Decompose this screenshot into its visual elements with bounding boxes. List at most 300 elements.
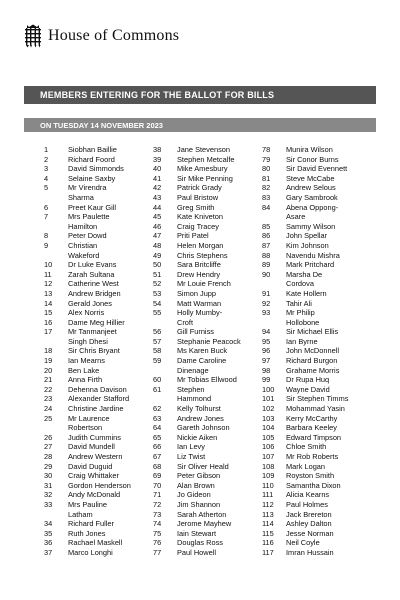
member-name: Wakeford	[68, 250, 100, 260]
ballot-number: 33	[44, 499, 53, 509]
member-name: Edward Timpson	[286, 432, 342, 442]
member-name: Mrs Paulette	[68, 212, 110, 222]
member-name: Zarah Sultana	[68, 269, 115, 279]
ballot-list-item	[262, 174, 382, 184]
ballot-list-item	[153, 433, 260, 443]
ballot-list-item	[44, 452, 152, 462]
ballot-list-item	[153, 203, 260, 213]
ballot-list-item	[262, 442, 382, 452]
ballot-number: 64	[153, 423, 162, 433]
ballot-list-item	[153, 375, 260, 385]
member-name: Douglas Ross	[177, 538, 224, 548]
ballot-number: 3	[44, 164, 49, 174]
ballot-list-item	[262, 241, 382, 251]
ballot-list-item	[153, 471, 260, 481]
house-of-commons-wordmark: House of Commons	[48, 27, 180, 44]
ballot-number: 47	[153, 231, 162, 241]
ballot-number: 65	[153, 432, 162, 442]
ballot-number: 14	[44, 298, 53, 308]
ballot-list-item	[262, 433, 382, 443]
ballot-number: 29	[44, 461, 53, 471]
ballot-list-item	[262, 356, 382, 366]
member-name: Gary Sambrook	[286, 192, 338, 202]
member-name: Paul Howell	[177, 547, 217, 557]
ballot-number: 107	[262, 452, 275, 461]
ballot-list-item	[262, 337, 382, 347]
ballot-list-item	[44, 356, 152, 366]
ballot-number: 75	[153, 528, 162, 538]
member-name: Neil Coyle	[286, 538, 320, 548]
ballot-number: 7	[44, 212, 49, 222]
member-name: John Spellar	[286, 231, 328, 241]
ballot-number: 110	[262, 480, 274, 490]
ballot-number: 9	[44, 240, 49, 250]
member-name: Sir Oliver Heald	[177, 461, 229, 471]
member-name: Dame Caroline	[177, 356, 227, 366]
member-name: Mr Rob Roberts	[286, 452, 339, 461]
ballot-list-item	[262, 519, 382, 529]
member-name: Dr Rupa Huq	[286, 375, 330, 385]
ballot-list-item	[44, 203, 152, 213]
member-name: Mike Amesbury	[177, 164, 228, 174]
member-name: Sir Stephen Timms	[286, 394, 349, 404]
member-name: Marsha De	[286, 269, 323, 279]
ballot-list-item	[153, 510, 260, 520]
member-name: Hamilton	[68, 221, 98, 231]
ballot-list-item	[262, 394, 382, 404]
member-name: Greg Smith	[177, 202, 215, 212]
ballot-list-item	[44, 289, 152, 299]
member-name: Richard Burgon	[286, 356, 338, 366]
ballot-number: 108	[262, 461, 275, 471]
ballot-list-item	[44, 145, 152, 155]
ballot-number: 6	[44, 202, 49, 212]
date-bar	[24, 118, 376, 132]
member-name: Sir Chris Bryant	[68, 346, 120, 356]
ballot-number: 26	[44, 432, 53, 442]
member-name: Imran Hussain	[286, 547, 334, 557]
ballot-list-item	[153, 490, 260, 500]
ballot-list-item	[44, 490, 152, 500]
member-name: Holly Mumby-	[177, 308, 223, 318]
member-name: David Duguid	[68, 461, 113, 471]
member-name: Matt Warman	[177, 298, 222, 308]
ballot-list-item	[153, 481, 260, 491]
member-name: Stephanie Peacock	[177, 336, 241, 346]
ballot-number: 85	[262, 221, 271, 231]
ballot-list-item	[44, 519, 152, 529]
ballot-number	[262, 279, 286, 289]
ballot-number: 43	[153, 192, 162, 202]
member-name: Dehenna Davison	[68, 384, 127, 394]
member-name: Anna Firth	[68, 375, 103, 385]
ballot-list-item	[153, 193, 260, 203]
portcullis-logo-icon	[24, 24, 42, 48]
ballot-number: 11	[44, 269, 52, 279]
ballot-number: 72	[153, 499, 162, 509]
ballot-number: 88	[262, 250, 271, 260]
ballot-number: 5	[44, 183, 49, 193]
member-name: Nickie Aiken	[177, 432, 218, 442]
ballot-list-item	[44, 212, 152, 222]
ballot-number: 80	[262, 164, 271, 174]
member-name: Mr Louie French	[177, 279, 231, 289]
ballot-number: 115	[262, 528, 274, 538]
ballot-list-item	[153, 212, 260, 222]
ballot-list-item	[153, 394, 260, 404]
ballot-list-item	[44, 404, 152, 414]
ballot-number: 116	[262, 538, 274, 548]
ballot-list-item	[262, 308, 382, 318]
ballot-list-item	[44, 241, 152, 251]
ballot-number: 40	[153, 164, 162, 174]
ballot-list-item	[153, 279, 260, 289]
ballot-number: 1	[44, 145, 49, 154]
ballot-number: 99	[262, 375, 271, 385]
ballot-list-item	[262, 212, 382, 222]
ballot-list-item	[262, 366, 382, 376]
ballot-list-item	[262, 500, 382, 510]
member-name: Kelly Tolhurst	[177, 404, 221, 414]
ballot-list-item	[44, 385, 152, 395]
ballot-number	[44, 251, 68, 261]
ballot-list-item	[262, 270, 382, 280]
ballot-number: 44	[153, 202, 162, 212]
ballot-list-item	[44, 414, 152, 424]
member-name: Singh Dhesi	[68, 336, 108, 346]
ballot-number: 74	[153, 519, 162, 529]
ballot-list-item	[153, 538, 260, 548]
ballot-number: 51	[153, 269, 162, 279]
ballot-list-item	[44, 548, 152, 558]
member-name: Jo Gideon	[177, 490, 211, 500]
member-name: Judith Cummins	[68, 432, 121, 442]
ballot-list-item	[153, 289, 260, 299]
ballot-list-item	[262, 385, 382, 395]
member-name: Alex Norris	[68, 308, 105, 318]
member-name: Peter Dowd	[68, 231, 107, 241]
ballot-number: 16	[44, 317, 53, 327]
member-name: Sarah Atherton	[177, 509, 227, 519]
member-name: Ian Mearns	[68, 356, 105, 366]
ballot-list-item	[153, 308, 260, 318]
member-name: Sir Michael Ellis	[286, 327, 339, 337]
ballot-list-item	[153, 155, 260, 165]
ballot-number: 78	[262, 145, 271, 154]
member-name: Richard Fuller	[68, 519, 115, 529]
ballot-number: 10	[44, 260, 53, 270]
ballot-list-item	[44, 193, 152, 203]
ballot-number: 61	[153, 384, 162, 394]
member-name: Andrew Jones	[177, 413, 224, 423]
ballot-number: 56	[153, 327, 162, 337]
ballot-list-item	[262, 145, 382, 155]
ballot-list-item	[44, 394, 152, 404]
ballot-number: 53	[153, 288, 162, 298]
ballot-list-item	[153, 145, 260, 155]
ballot-list-item	[262, 231, 382, 241]
ballot-number	[44, 423, 68, 433]
member-name: Priti Patel	[177, 231, 209, 241]
ballot-number: 2	[44, 154, 49, 164]
member-name: Dinenage	[177, 365, 209, 375]
ballot-list-item	[262, 155, 382, 165]
ballot-number: 27	[44, 442, 53, 452]
member-name: Gerald Jones	[68, 298, 112, 308]
ballot-number: 55	[153, 308, 162, 318]
ballot-list-item	[153, 241, 260, 251]
ballot-number: 38	[153, 145, 162, 154]
ballot-number: 67	[153, 452, 162, 461]
ballot-list-item	[44, 279, 152, 289]
member-name: Andrew Western	[68, 452, 123, 461]
ballot-number: 41	[153, 173, 162, 183]
ballot-number: 77	[153, 547, 162, 557]
ballot-list-item	[262, 375, 382, 385]
ballot-list-item	[44, 155, 152, 165]
ballot-number: 22	[44, 384, 53, 394]
ballot-number: 13	[44, 288, 53, 298]
member-name: Sara Britcliffe	[177, 260, 221, 270]
member-name: Gill Furniss	[177, 327, 214, 337]
ballot-number: 111	[262, 490, 274, 500]
member-name: Chris Stephens	[177, 250, 228, 260]
ballot-number	[44, 337, 68, 347]
member-name: Mr Philip	[286, 308, 315, 318]
ballot-list-item	[153, 548, 260, 558]
member-name: Samantha Dixon	[286, 480, 341, 490]
member-name: Mark Logan	[286, 461, 326, 471]
ballot-list-item	[153, 385, 260, 395]
page-header	[24, 22, 179, 50]
member-name: Drew Hendry	[177, 269, 221, 279]
member-name: Selaine Saxby	[68, 173, 116, 183]
member-name: Sammy Wilson	[286, 221, 336, 231]
ballot-list-item	[262, 318, 382, 328]
ballot-number: 70	[153, 480, 162, 490]
ballot-list-item	[153, 174, 260, 184]
ballot-number: 94	[262, 327, 271, 337]
ballot-list-item	[44, 337, 152, 347]
ballot-number: 60	[153, 375, 162, 385]
ballot-number: 52	[153, 279, 162, 289]
ballot-number: 112	[262, 499, 274, 509]
ballot-list-item	[44, 164, 152, 174]
ballot-number: 62	[153, 404, 162, 414]
ballot-list-item	[44, 481, 152, 491]
ballot-list-item	[262, 471, 382, 481]
member-name: Andy McDonald	[68, 490, 121, 500]
ballot-list-item	[44, 500, 152, 510]
ballot-number: 54	[153, 298, 162, 308]
ballot-number	[262, 212, 286, 222]
ballot-list-item	[153, 462, 260, 472]
ballot-list-item	[153, 251, 260, 261]
ballot-number	[153, 366, 177, 376]
ballot-list-item	[44, 299, 152, 309]
ballot-number	[44, 222, 68, 232]
ballot-list-item	[262, 462, 382, 472]
ballot-number: 25	[44, 413, 53, 423]
ballot-number: 76	[153, 538, 162, 548]
member-name: Kate Kniveton	[177, 212, 224, 222]
ballot-list-item	[262, 260, 382, 270]
ballot-number: 103	[262, 413, 275, 423]
ballot-list-item	[153, 183, 260, 193]
ballot-list-item	[44, 529, 152, 539]
member-name: Croft	[177, 317, 194, 327]
ballot-list-item	[44, 471, 152, 481]
member-name: Ben Lake	[68, 365, 100, 375]
member-name: Abena Oppong-	[286, 202, 339, 212]
member-name: Peter Gibson	[177, 471, 221, 481]
members-column-1	[44, 145, 152, 558]
ballot-number: 117	[262, 547, 274, 557]
member-name: Mrs Pauline	[68, 499, 108, 509]
ballot-list-item	[44, 375, 152, 385]
member-name: Hollobone	[286, 317, 320, 327]
ballot-list-item	[262, 203, 382, 213]
member-name: Sir Mike Penning	[177, 173, 233, 183]
ballot-list-item	[44, 510, 152, 520]
member-name: Andrew Selous	[286, 183, 336, 193]
member-name: Chloe Smith	[286, 442, 327, 452]
member-name: Marco Longhi	[68, 547, 113, 557]
member-name: Steve McCabe	[286, 173, 335, 183]
member-name: Mark Pritchard	[286, 260, 335, 270]
ballot-list-item	[153, 356, 260, 366]
ballot-number: 71	[153, 490, 162, 500]
ballot-number: 73	[153, 509, 162, 519]
ballot-number: 19	[44, 356, 53, 366]
ballot-list-item	[153, 318, 260, 328]
ballot-number: 50	[153, 260, 162, 270]
ballot-list-item	[262, 452, 382, 462]
member-name: Simon Jupp	[177, 288, 217, 298]
ballot-list-item	[262, 193, 382, 203]
date-line: ON TUESDAY 14 NOVEMBER 2023	[40, 120, 163, 130]
ballot-number: 109	[262, 471, 275, 481]
ballot-list-item	[153, 366, 260, 376]
ballot-number: 23	[44, 394, 53, 404]
ballot-list-item	[44, 231, 152, 241]
member-name: Alan Brown	[177, 480, 215, 490]
member-name: Alexander Stafford	[68, 394, 130, 404]
ballot-list-item	[262, 490, 382, 500]
ballot-list-item	[44, 433, 152, 443]
members-column-3	[262, 145, 382, 558]
ballot-number: 4	[44, 173, 49, 183]
ballot-number: 59	[153, 356, 162, 366]
ballot-number: 58	[153, 346, 162, 356]
ballot-number: 31	[44, 480, 53, 490]
member-name: Sir Conor Burns	[286, 154, 339, 164]
ballot-list-item	[262, 164, 382, 174]
page-title-bar	[24, 86, 376, 104]
ballot-number: 91	[262, 288, 271, 298]
ballot-number: 68	[153, 461, 162, 471]
ballot-list-item	[262, 529, 382, 539]
member-name: Kim Johnson	[286, 240, 329, 250]
ballot-list-item	[153, 231, 260, 241]
ballot-list-item	[153, 327, 260, 337]
member-name: Jerome Mayhew	[177, 519, 232, 529]
ballot-list-item	[44, 462, 152, 472]
ballot-list-item	[153, 260, 260, 270]
member-name: Christine Jardine	[68, 404, 124, 414]
ballot-number	[44, 510, 68, 520]
member-name: Wayne David	[286, 384, 330, 394]
ballot-list-item	[153, 529, 260, 539]
ballot-number: 24	[44, 404, 53, 414]
ballot-number: 87	[262, 240, 271, 250]
ballot-number: 92	[262, 298, 271, 308]
ballot-number: 21	[44, 375, 53, 385]
member-name: Craig Tracey	[177, 221, 219, 231]
ballot-number: 95	[262, 336, 271, 346]
member-name: Dr Luke Evans	[68, 260, 117, 270]
ballot-list-item	[153, 500, 260, 510]
ballot-number: 48	[153, 240, 162, 250]
member-name: Ashley Dalton	[286, 519, 332, 529]
ballot-number: 79	[262, 154, 271, 164]
ballot-list-item	[262, 289, 382, 299]
ballot-list-item	[262, 423, 382, 433]
ballot-number: 35	[44, 528, 53, 538]
ballot-number: 28	[44, 452, 53, 461]
ballot-number: 57	[153, 336, 162, 346]
member-name: Mohammad Yasin	[286, 404, 345, 414]
member-name: Robertson	[68, 423, 103, 433]
ballot-number: 90	[262, 269, 271, 279]
ballot-number: 100	[262, 384, 275, 394]
ballot-list-item	[44, 442, 152, 452]
member-name: Asare	[286, 212, 306, 222]
ballot-list-item	[44, 366, 152, 376]
ballot-number: 96	[262, 346, 271, 356]
member-name: Ian Levy	[177, 442, 205, 452]
ballot-list-item	[262, 299, 382, 309]
ballot-number: 93	[262, 308, 271, 318]
member-name: Mr Tanmanjeet	[68, 327, 117, 337]
ballot-list-item	[153, 442, 260, 452]
ballot-number: 20	[44, 365, 53, 375]
ballot-number: 98	[262, 365, 271, 375]
member-name: David Simmonds	[68, 164, 124, 174]
member-name: Mr Tobias Ellwood	[177, 375, 237, 385]
ballot-number: 102	[262, 404, 275, 414]
member-name: Jesse Norman	[286, 528, 334, 538]
ballot-number: 69	[153, 471, 162, 481]
ballot-number: 36	[44, 538, 53, 548]
ballot-list-item	[44, 251, 152, 261]
members-column-2	[153, 145, 260, 558]
ballot-list-item	[153, 346, 260, 356]
ballot-list-item	[262, 481, 382, 491]
member-name: Latham	[68, 509, 93, 519]
ballot-list-item	[262, 327, 382, 337]
ballot-list-item	[44, 327, 152, 337]
member-name: Tahir Ali	[286, 298, 312, 308]
page-title: MEMBERS ENTERING FOR THE BALLOT FOR BILLS	[40, 90, 275, 100]
ballot-number: 45	[153, 212, 162, 222]
member-name: Royston Smith	[286, 471, 335, 481]
ballot-list-item	[153, 299, 260, 309]
member-name: Siobhan Baillie	[68, 145, 117, 154]
member-name: Ruth Jones	[68, 528, 106, 538]
member-name: Iain Stewart	[177, 528, 217, 538]
member-name: Kerry McCarthy	[286, 413, 338, 423]
